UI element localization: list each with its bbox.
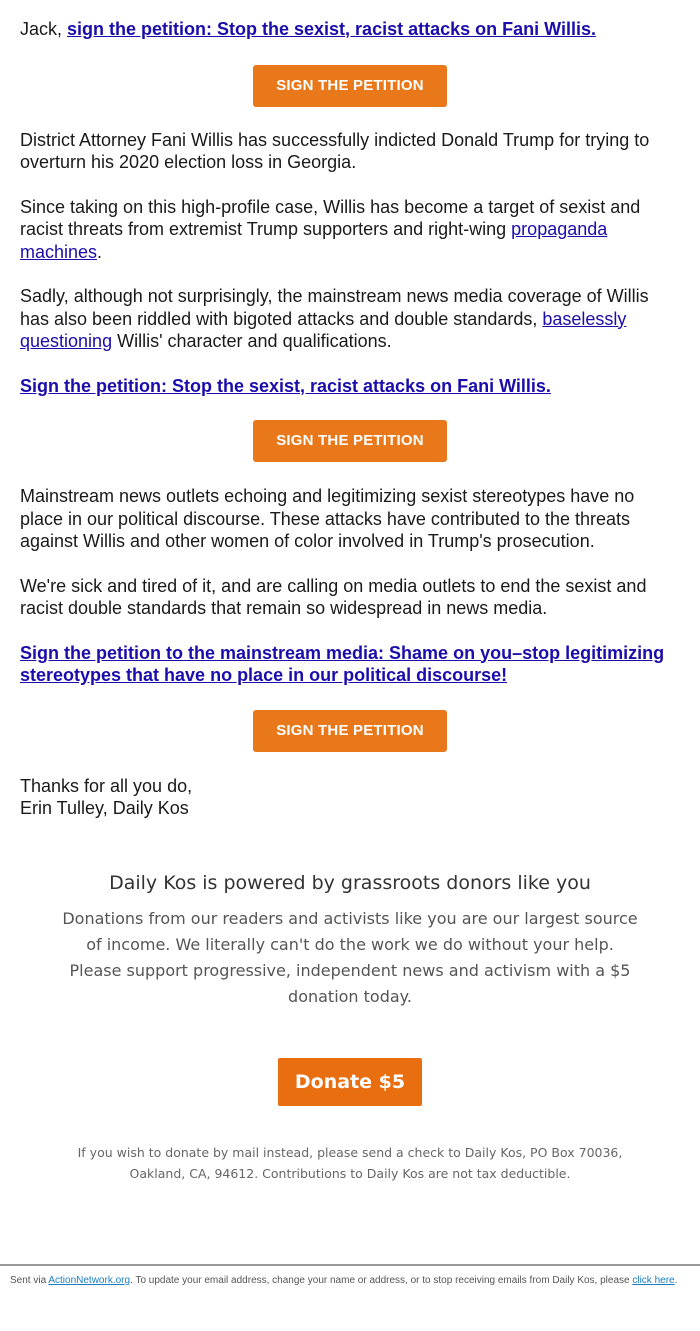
paragraph-indictment: District Attorney Fani Willis has successfully indicted Donald Trump for trying to overturn his 2020 election loss in Georgia. bbox=[20, 129, 650, 172]
baselessly-questioning-link[interactable]: baselessly questioning bbox=[20, 308, 627, 351]
email-body bbox=[20, 18, 680, 820]
paragraph-media-coverage bbox=[20, 285, 680, 353]
footer-middle: . To update your email address, change your name or address, or to stop receiving emails from Daily Kos, please bbox=[130, 1275, 633, 1286]
footer-divider bbox=[0, 1264, 700, 1266]
greeting: Jack, bbox=[20, 19, 63, 39]
sign-petition-button-2[interactable]: SIGN THE PETITION bbox=[253, 420, 447, 462]
cta-petition-link-1[interactable]: Sign the petition: Stop the sexist, racist attacks on Fani Willis. bbox=[20, 375, 551, 396]
paragraph-media-text: Sadly, although not surprisingly, the mainstream news media coverage of Willis has also been riddled with bigoted attacks and double standards, bbox=[20, 286, 649, 329]
sign-petition-button-1[interactable]: SIGN THE PETITION bbox=[253, 65, 447, 107]
cta-line-1 bbox=[20, 375, 680, 398]
donate-button[interactable]: Donate $5 bbox=[278, 1058, 422, 1106]
intro-petition-link[interactable]: sign the petition: Stop the sexist, racist attacks on Fani Willis. bbox=[67, 19, 596, 39]
propaganda-machines-link[interactable]: propaganda machines bbox=[20, 219, 608, 262]
signoff-line-1: Thanks for all you do, bbox=[20, 775, 193, 796]
mail-donation-note: If you wish to donate by mail instead, please send a check to Daily Kos, PO Box 70036, Oakland, CA, 94612. Contributions to Daily Kos are not tax deductible. bbox=[77, 1145, 623, 1181]
paragraph-threats bbox=[20, 196, 680, 264]
cta-petition-link-2[interactable]: Sign the petition to the mainstream media: Shame on you–stop legitimizing stereotypes that have no place in our political discourse! bbox=[20, 642, 665, 685]
button-row-2 bbox=[20, 420, 680, 462]
paragraph-stereotypes: Mainstream news outlets echoing and legitimizing sexist stereotypes have no place in our political discourse. These attacks have contributed to the threats against Willis and other women of color involved in Trump's prosecution. bbox=[20, 486, 635, 551]
donor-heading: Daily Kos is powered by grassroots donors like you bbox=[109, 872, 591, 894]
paragraph-media-end: Willis' character and qualifications. bbox=[112, 331, 392, 351]
paragraph-threats-end: . bbox=[97, 241, 103, 262]
unsubscribe-link[interactable]: click here bbox=[632, 1275, 675, 1286]
cta-line-2 bbox=[20, 642, 680, 687]
button-row-1 bbox=[20, 65, 680, 107]
paragraph-threats-text: Since taking on this high-profile case, Willis has become a target of sexist and racist threats from extremist Trump supporters and right-wing bbox=[20, 196, 641, 239]
signoff-line-2: Erin Tulley, Daily Kos bbox=[20, 798, 189, 818]
sign-petition-button-3[interactable]: SIGN THE PETITION bbox=[253, 710, 447, 752]
intro-line bbox=[20, 18, 680, 41]
footer-suffix: . bbox=[674, 1275, 678, 1286]
button-row-3 bbox=[20, 710, 680, 752]
actionnetwork-link[interactable]: ActionNetwork.org bbox=[48, 1275, 131, 1286]
signoff bbox=[20, 775, 680, 820]
paragraph-sick-and-tired: We're sick and tired of it, and are calling on media outlets to end the sexist and racist double standards that remain so widespread in news media. bbox=[20, 575, 647, 618]
donor-blurb: Donations from our readers and activists like you are our largest source of income. We literally can't do the work we do without your help. Please support progressive, independent news and activism with a $5 donation today. bbox=[62, 909, 638, 1006]
footer bbox=[10, 1274, 690, 1288]
footer-prefix: Sent via bbox=[10, 1275, 49, 1286]
donor-section bbox=[0, 870, 700, 1184]
